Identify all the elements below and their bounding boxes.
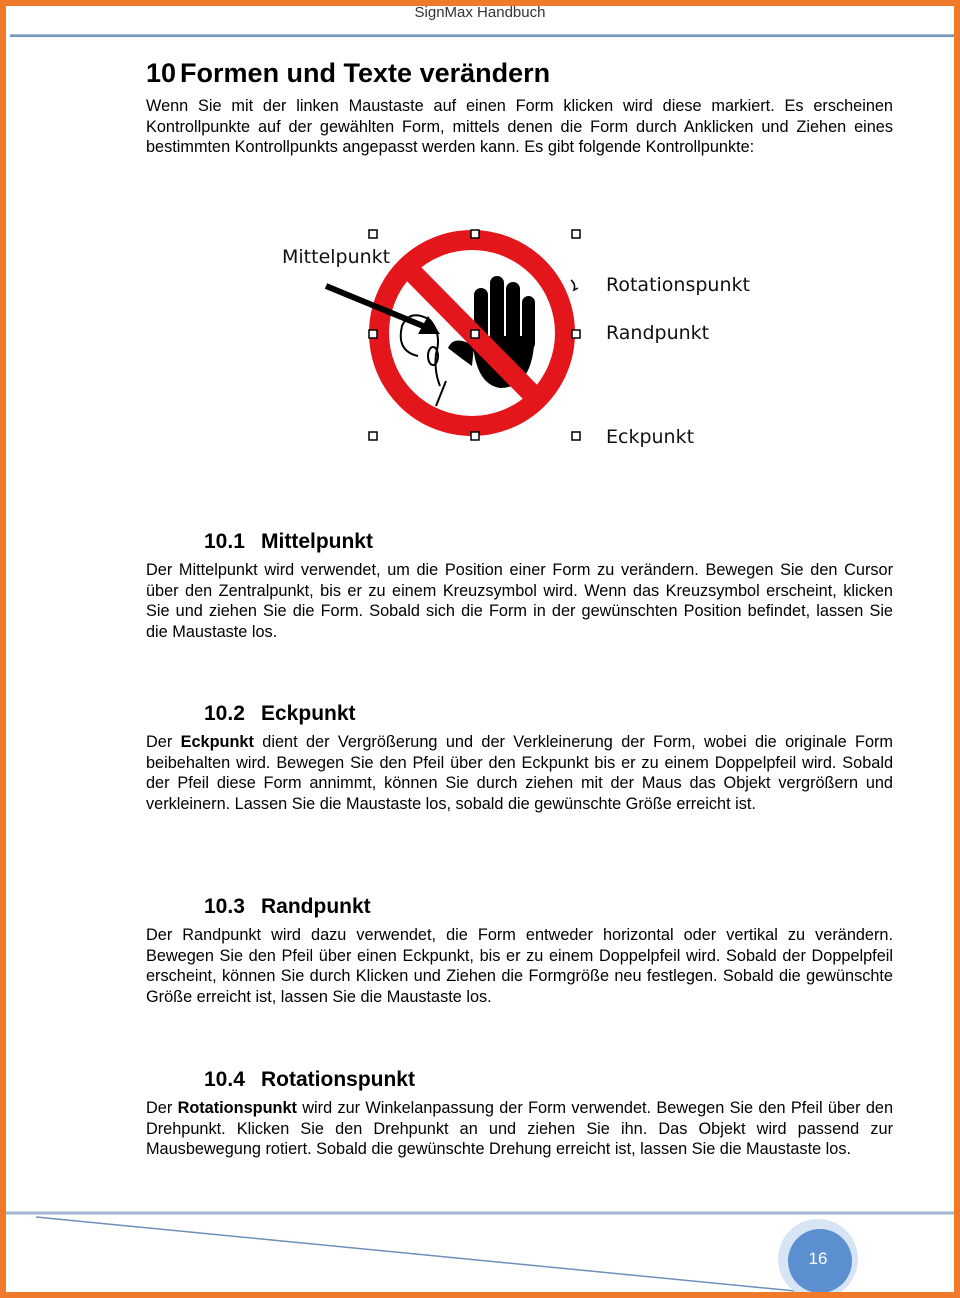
section-text-rotationspunkt [146,1098,893,1160]
section-number: 10.1 [204,530,245,553]
text-bold-term: Rotationspunkt [177,1099,297,1117]
running-header: SignMax Handbuch [414,4,546,21]
section-title: Mittelpunkt [261,530,373,553]
chapter-number: 10 [146,58,177,88]
edge-handle[interactable] [471,230,479,238]
text-post: wird zur Winkelanpassung der Form verwendet. Bewegen Sie den Pfeil über den Drehpunkt. Klicken Sie den Drehpunkt an und ziehen Sie ihn. Das Objekt wird passend zur Mausbewegung rotiert. Sobald die gewünschte Drehung erreicht ist, lassen Sie die Maustaste los. [146,1099,893,1158]
section-heading-randpunkt [204,895,371,919]
corner-handle[interactable] [369,432,377,440]
chapter-intro: Wenn Sie mit der linken Maustaste auf einen Form klicken wird diese markiert. Es erscheinen Kontrollpunkte auf der gewählten Form, mittels denen die Form durch Anklicken und Ziehen eines bestimmten Kontrollpunkts angepasst werden kann. Es gibt folgende Kontrollpunkte: [146,97,893,156]
section-title: Rotationspunkt [261,1068,415,1091]
section-heading-mittelpunkt [204,530,373,554]
section-number: 10.2 [204,702,245,725]
text-bold-term: Eckpunkt [180,733,254,751]
section-text-randpunkt: Der Randpunkt wird dazu verwendet, die Form entweder horizontal oder vertikal zu verändern. Bewegen Sie den Pfeil über einen Eckpunkt, bis er zu einem Doppelpfeil wird. Sobald der Doppelpfeil erscheint, können Sie durch Klicken und Ziehen die Formgröße neu festlegen. Sobald die gewünschte Größe erreicht ist, lassen Sie die Maustaste los. [146,926,893,1006]
chapter-title-text: Formen und Texte verändern [180,58,551,88]
section-title: Randpunkt [261,895,371,918]
label-rotationspunkt: Rotationspunkt [606,274,750,296]
section-title: Eckpunkt [261,702,356,725]
corner-handle[interactable] [572,432,580,440]
section-heading-eckpunkt [204,702,356,726]
corner-handle[interactable] [572,230,580,238]
corner-handle[interactable] [369,230,377,238]
edge-handle[interactable] [369,330,377,338]
section-heading-rotationspunkt [204,1068,415,1092]
text-pre: Der [146,733,181,751]
section-number: 10.3 [204,895,245,918]
control-points-figure [268,216,768,456]
chapter-title [146,58,550,89]
center-handle[interactable] [471,330,479,338]
page-number: 16 [808,1249,828,1268]
section-text-mittelpunkt: Der Mittelpunkt wird verwendet, um die Position einer Form zu verändern. Bewegen Sie den Cursor über den Zentralpunkt, bis er zu einem Kreuzsymbol wird. Wenn das Kreuzsymbol erscheint, klicken Sie und ziehen Sie die Form. Sobald sich die Form in der gewünschten Position befindet, lassen Sie die Maustaste los. [146,561,893,641]
label-mittelpunkt: Mittelpunkt [282,246,391,268]
label-randpunkt: Randpunkt [606,322,710,344]
header-rule [10,34,955,37]
edge-handle[interactable] [572,330,580,338]
rotation-icon[interactable] [571,280,578,290]
edge-handle[interactable] [471,432,479,440]
text-post: dient der Vergrößerung und der Verkleinerung der Form, wobei die originale Form beibehalten wird. Bewegen Sie den Pfeil über den Eckpunkt bis er zu einem Doppelpfeil wird. Sobald der Pfeil diese Form annimmt, können Sie durch ziehen mit der Maus das Objekt vergrößern und verkleinern. Lassen Sie die Maustaste los, sobald die gewünschte Größe erreicht ist. [146,733,893,813]
text-pre: Der [146,1099,178,1117]
section-number: 10.4 [204,1068,245,1091]
section-text-eckpunkt [146,732,893,814]
label-eckpunkt: Eckpunkt [606,426,695,448]
